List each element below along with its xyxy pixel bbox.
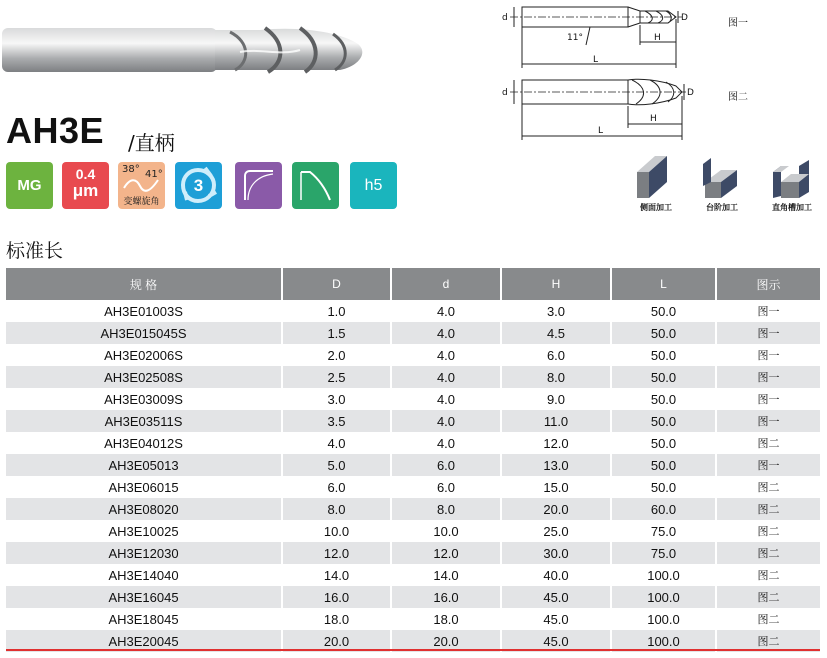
- cell-figure: 图一: [716, 366, 820, 388]
- cell-d: 20.0: [391, 630, 501, 652]
- cell-figure: 图二: [716, 608, 820, 630]
- product-title: AH3E: [6, 110, 105, 151]
- cell-spec: AH3E02508S: [6, 366, 282, 388]
- table-row: [6, 454, 820, 476]
- cell-H: 8.0: [501, 366, 611, 388]
- cell-d: 6.0: [391, 476, 501, 498]
- cell-D: 18.0: [282, 608, 391, 630]
- cell-spec: AH3E12030: [6, 542, 282, 564]
- cell-figure: 图一: [716, 454, 820, 476]
- cell-H: 30.0: [501, 542, 611, 564]
- cell-figure: 图二: [716, 520, 820, 542]
- side-milling-label: 侧面加工: [640, 203, 672, 212]
- svg-text:H: H: [654, 33, 661, 43]
- cell-D: 6.0: [282, 476, 391, 498]
- dimension-drawings: [490, 0, 750, 145]
- cell-D: 4.0: [282, 432, 391, 454]
- table-row: [6, 432, 820, 454]
- table-row: [6, 564, 820, 586]
- cell-L: 100.0: [611, 608, 716, 630]
- cell-spec: AH3E08020: [6, 498, 282, 520]
- end-mill-image: [0, 22, 370, 82]
- section-title: 标准长: [6, 240, 64, 262]
- spec-table: [6, 268, 820, 652]
- cell-d: 4.0: [391, 344, 501, 366]
- cell-L: 50.0: [611, 322, 716, 344]
- cell-H: 45.0: [501, 586, 611, 608]
- cell-H: 4.5: [501, 322, 611, 344]
- table-row: [6, 476, 820, 498]
- cell-L: 50.0: [611, 410, 716, 432]
- svg-text:d: d: [502, 13, 508, 23]
- table-row: [6, 520, 820, 542]
- cell-d: 10.0: [391, 520, 501, 542]
- corner-radius-icon: [235, 162, 282, 209]
- cell-H: 20.0: [501, 498, 611, 520]
- cell-spec: AH3E02006S: [6, 344, 282, 366]
- bottom-rule: [6, 649, 820, 651]
- cell-spec: AH3E20045: [6, 630, 282, 652]
- cell-D: 10.0: [282, 520, 391, 542]
- cell-L: 50.0: [611, 476, 716, 498]
- cell-figure: 图二: [716, 630, 820, 652]
- cell-D: 1.0: [282, 300, 391, 322]
- cell-D: 2.5: [282, 366, 391, 388]
- cell-D: 12.0: [282, 542, 391, 564]
- cell-D: 20.0: [282, 630, 391, 652]
- svg-text:L: L: [598, 126, 604, 136]
- cell-figure: 图二: [716, 564, 820, 586]
- three-flute-icon: [175, 162, 222, 209]
- svg-text:L: L: [593, 55, 599, 65]
- cell-figure: 图二: [716, 432, 820, 454]
- cell-L: 50.0: [611, 300, 716, 322]
- table-row: [6, 322, 820, 344]
- step-milling-icon: [703, 158, 737, 198]
- cell-figure: 图二: [716, 476, 820, 498]
- cell-spec: AH3E05013: [6, 454, 282, 476]
- figure-1-label: 图一: [728, 18, 748, 29]
- cell-spec: AH3E10025: [6, 520, 282, 542]
- cell-H: 3.0: [501, 300, 611, 322]
- cell-spec: AH3E03511S: [6, 410, 282, 432]
- header-spec: 规 格: [6, 268, 282, 300]
- cell-D: 1.5: [282, 322, 391, 344]
- table-row: [6, 388, 820, 410]
- svg-text:D: D: [687, 88, 694, 98]
- cell-d: 4.0: [391, 322, 501, 344]
- cell-figure: 图一: [716, 300, 820, 322]
- cell-L: 75.0: [611, 542, 716, 564]
- header-L: L: [611, 268, 716, 300]
- cell-L: 50.0: [611, 454, 716, 476]
- cell-D: 5.0: [282, 454, 391, 476]
- cell-H: 11.0: [501, 410, 611, 432]
- cell-d: 4.0: [391, 410, 501, 432]
- header-D: D: [282, 268, 391, 300]
- table-row: [6, 498, 820, 520]
- cell-D: 2.0: [282, 344, 391, 366]
- side-milling-icon: [637, 156, 667, 198]
- slot-milling-icon: [773, 160, 809, 198]
- table-header-row: [6, 268, 820, 300]
- figure-2-label: 图二: [728, 92, 748, 103]
- cell-H: 45.0: [501, 608, 611, 630]
- cell-H: 45.0: [501, 630, 611, 652]
- cell-spec: AH3E06015: [6, 476, 282, 498]
- cell-H: 25.0: [501, 520, 611, 542]
- cell-spec: AH3E16045: [6, 586, 282, 608]
- cell-figure: 图一: [716, 410, 820, 432]
- svg-text:d: d: [502, 88, 508, 98]
- cell-H: 6.0: [501, 344, 611, 366]
- cell-figure: 图二: [716, 498, 820, 520]
- cell-d: 12.0: [391, 542, 501, 564]
- cell-figure: 图一: [716, 344, 820, 366]
- cell-figure: 图二: [716, 586, 820, 608]
- cell-D: 14.0: [282, 564, 391, 586]
- table-row: [6, 608, 820, 630]
- cell-L: 50.0: [611, 344, 716, 366]
- step-milling-label: 台阶加工: [706, 203, 738, 212]
- cell-spec: AH3E015045S: [6, 322, 282, 344]
- cell-H: 40.0: [501, 564, 611, 586]
- cell-spec: AH3E18045: [6, 608, 282, 630]
- cell-L: 100.0: [611, 586, 716, 608]
- cell-d: 18.0: [391, 608, 501, 630]
- cell-L: 50.0: [611, 432, 716, 454]
- table-row: [6, 300, 820, 322]
- cell-L: 100.0: [611, 564, 716, 586]
- tolerance-h5-icon: h5: [350, 162, 397, 209]
- header-d: d: [391, 268, 501, 300]
- header-H: H: [501, 268, 611, 300]
- cell-spec: AH3E04012S: [6, 432, 282, 454]
- machining-icons: [633, 152, 823, 202]
- cell-D: 16.0: [282, 586, 391, 608]
- cell-spec: AH3E14040: [6, 564, 282, 586]
- table-row: [6, 344, 820, 366]
- slot-milling-label: 直角槽加工: [772, 203, 812, 212]
- cell-d: 4.0: [391, 300, 501, 322]
- header-figure: 图示: [716, 268, 820, 300]
- cell-d: 16.0: [391, 586, 501, 608]
- cell-L: 50.0: [611, 388, 716, 410]
- material-mg-icon: MG: [6, 162, 53, 209]
- svg-text:H: H: [650, 114, 657, 124]
- cell-D: 3.5: [282, 410, 391, 432]
- cell-d: 4.0: [391, 366, 501, 388]
- table-row: [6, 410, 820, 432]
- cell-L: 100.0: [611, 630, 716, 652]
- table-row: [6, 586, 820, 608]
- cell-D: 3.0: [282, 388, 391, 410]
- cell-d: 6.0: [391, 454, 501, 476]
- cell-figure: 图一: [716, 322, 820, 344]
- cell-d: 4.0: [391, 432, 501, 454]
- table-row: [6, 366, 820, 388]
- svg-text:3: 3: [193, 176, 204, 195]
- cell-d: 8.0: [391, 498, 501, 520]
- cell-spec: AH3E03009S: [6, 388, 282, 410]
- cell-H: 13.0: [501, 454, 611, 476]
- product-subtitle: /直柄: [128, 131, 175, 155]
- svg-text:D: D: [681, 13, 688, 23]
- cell-H: 15.0: [501, 476, 611, 498]
- svg-text:11°: 11°: [567, 33, 583, 43]
- cell-spec: AH3E01003S: [6, 300, 282, 322]
- cell-D: 8.0: [282, 498, 391, 520]
- table-row: [6, 542, 820, 564]
- surface-roughness-icon: 0.4 μm: [62, 162, 109, 209]
- cell-figure: 图二: [716, 542, 820, 564]
- cell-H: 12.0: [501, 432, 611, 454]
- cell-d: 4.0: [391, 388, 501, 410]
- cell-figure: 图一: [716, 388, 820, 410]
- cell-L: 75.0: [611, 520, 716, 542]
- rake-angle-icon: [292, 162, 339, 209]
- cell-L: 60.0: [611, 498, 716, 520]
- variable-helix-icon: 38° 41° 变螺旋角: [118, 162, 165, 209]
- cell-d: 14.0: [391, 564, 501, 586]
- cell-H: 9.0: [501, 388, 611, 410]
- cell-L: 50.0: [611, 366, 716, 388]
